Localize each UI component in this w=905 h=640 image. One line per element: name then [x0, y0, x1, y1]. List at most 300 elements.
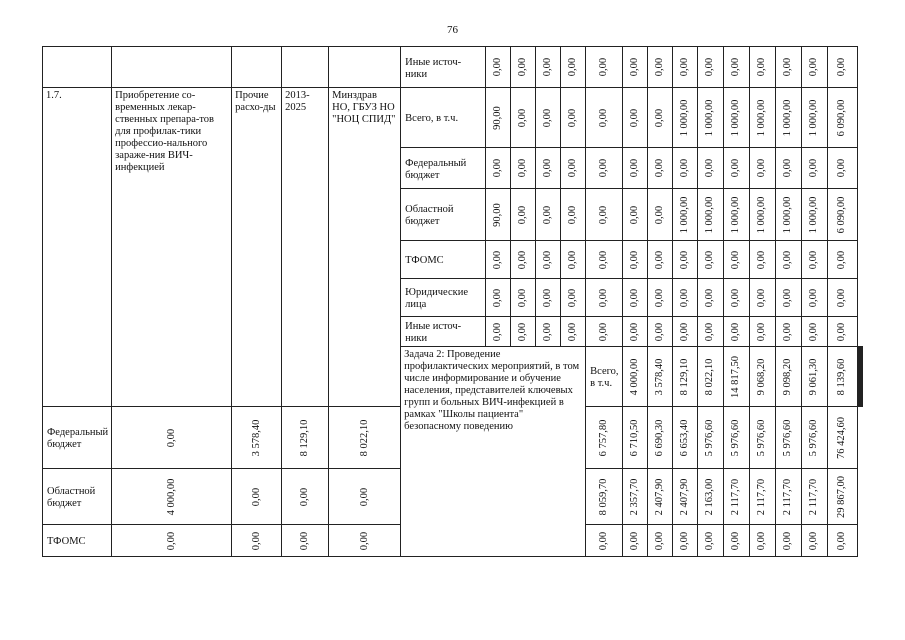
cell-value: 1 000,00 [808, 99, 820, 136]
cell-value: 90,00 [492, 202, 504, 227]
cell-value: 0,00 [808, 322, 820, 341]
value-cell [801, 347, 827, 407]
value-cell [112, 407, 232, 469]
value-cell [536, 241, 561, 279]
cell-value: 0,00 [628, 531, 640, 550]
cell-value: 0,00 [299, 487, 311, 506]
cell-value: 0,00 [678, 57, 690, 77]
cell-value: 0,00 [492, 57, 504, 77]
cell-value: 0,00 [704, 57, 716, 77]
cell-value: 0,00 [730, 531, 742, 550]
value-cell [749, 525, 775, 557]
cell-value: 8 129,10 [299, 419, 311, 456]
value-cell [723, 525, 749, 557]
value-cell [622, 47, 647, 88]
cell-value: 0,00 [567, 205, 579, 224]
cell-value: 0,00 [517, 158, 529, 178]
value-cell [561, 317, 586, 347]
cell-value: 0,00 [756, 531, 768, 550]
value-cell [827, 317, 857, 347]
empty-cell [43, 47, 112, 88]
value-cell [861, 347, 862, 407]
value-cell [536, 47, 561, 88]
cell-value: 2 117,70 [730, 478, 742, 515]
cell-value: 0,00 [756, 158, 768, 178]
value-cell [723, 189, 749, 241]
cell-value: 0,00 [628, 322, 640, 341]
cell-value: 0,00 [678, 531, 690, 550]
value-cell [827, 469, 857, 525]
period: 2013-2025 [282, 88, 329, 407]
cell-value: 0,00 [808, 288, 820, 307]
value-cell [586, 525, 622, 557]
value-cell [775, 407, 801, 469]
cell-value: 0,00 [517, 57, 529, 77]
value-cell [775, 317, 801, 347]
value-cell [511, 189, 536, 241]
funding-source: Юридические лица [401, 279, 486, 317]
cell-value: 0,00 [730, 322, 742, 341]
value-cell [486, 241, 511, 279]
value-cell [801, 317, 827, 347]
value-cell [697, 317, 723, 347]
cell-value: 8 139,60 [836, 358, 848, 395]
funding-source: Областной бюджет [401, 189, 486, 241]
cell-value: 0,00 [704, 158, 716, 178]
value-cell [486, 279, 511, 317]
cell-value: 0,00 [653, 531, 665, 550]
cell-value: 0,00 [597, 57, 609, 77]
cell-value: 4 000,00 [165, 478, 177, 515]
cell-value: 0,00 [730, 57, 742, 77]
page-number: 76 [447, 24, 458, 36]
value-cell [723, 407, 749, 469]
cell-value: 0,00 [678, 322, 690, 341]
funding-source: Федеральный бюджет [401, 148, 486, 189]
cell-value: 0,00 [628, 158, 640, 178]
value-cell [672, 317, 697, 347]
cell-value: 8 022,10 [358, 419, 370, 456]
value-cell [647, 469, 672, 525]
value-cell [672, 88, 697, 148]
cell-value: 0,00 [517, 288, 529, 307]
value-cell [827, 47, 857, 88]
value-cell [561, 189, 586, 241]
value-cell [827, 525, 857, 557]
cell-value: 0,00 [567, 322, 579, 341]
cell-value: 0,00 [808, 158, 820, 178]
value-cell [511, 88, 536, 148]
value-cell [749, 88, 775, 148]
cell-value: 6 653,40 [678, 419, 690, 456]
cell-value: 0,00 [628, 205, 640, 224]
cell-value: 0,00 [358, 531, 370, 550]
cell-value: 6 690,30 [653, 419, 665, 456]
cell-value: 0,00 [358, 487, 370, 506]
value-cell [827, 241, 857, 279]
value-cell [561, 279, 586, 317]
funding-source: Всего, в т.ч. [586, 347, 622, 407]
cell-value: 0,00 [653, 250, 665, 269]
cell-value: 0,00 [492, 322, 504, 341]
value-cell [536, 88, 561, 148]
cell-value: 3 578,40 [653, 358, 665, 395]
value-cell [801, 407, 827, 469]
cell-value: 1 000,00 [782, 196, 794, 233]
value-cell [511, 241, 536, 279]
cell-value: 0,00 [756, 322, 768, 341]
value-cell [697, 47, 723, 88]
cell-value: 0,00 [542, 205, 554, 224]
value-cell [672, 525, 697, 557]
cell-value: 0,00 [730, 288, 742, 307]
value-cell [622, 317, 647, 347]
value-cell [775, 189, 801, 241]
cell-value: 1 000,00 [704, 99, 716, 136]
cell-value: 14 817,50 [730, 355, 742, 398]
value-cell [749, 317, 775, 347]
value-cell [536, 317, 561, 347]
cell-value: 0,00 [808, 250, 820, 269]
value-cell [672, 469, 697, 525]
value-cell [511, 47, 536, 88]
cell-value: 0,00 [165, 531, 177, 550]
cell-value: 0,00 [517, 205, 529, 224]
cell-value: 0,00 [836, 531, 848, 550]
value-cell [672, 279, 697, 317]
cell-value: 29 867,00 [836, 475, 848, 518]
cell-value: 2 407,90 [678, 478, 690, 515]
cell-value: 0,00 [517, 250, 529, 269]
cell-value: 0,00 [782, 322, 794, 341]
empty-cell [112, 47, 232, 88]
value-cell [647, 88, 672, 148]
table-row [43, 88, 863, 148]
value-cell [622, 407, 647, 469]
value-cell [775, 241, 801, 279]
value-cell [586, 469, 622, 525]
value-cell [749, 47, 775, 88]
funding-source: Иные источ-ники [401, 317, 486, 347]
value-cell [486, 47, 511, 88]
cell-value: 3 578,40 [250, 419, 262, 456]
cell-value: 6 090,00 [836, 99, 848, 136]
cell-value: 1 000,00 [730, 196, 742, 233]
value-cell [586, 189, 622, 241]
value-cell [827, 347, 857, 407]
cell-value: 0,00 [597, 108, 609, 127]
cell-value: 0,00 [567, 108, 579, 127]
cell-value: 1 000,00 [678, 196, 690, 233]
cell-value: 1 000,00 [730, 99, 742, 136]
value-cell [647, 317, 672, 347]
cell-value: 5 976,60 [730, 419, 742, 456]
value-cell [282, 407, 329, 469]
value-cell [622, 347, 647, 407]
value-cell [622, 469, 647, 525]
value-cell [112, 469, 232, 525]
value-cell [801, 525, 827, 557]
value-cell [586, 407, 622, 469]
cell-value: 0,00 [704, 531, 716, 550]
value-cell [801, 241, 827, 279]
cell-value: 1 000,00 [782, 99, 794, 136]
item-name: Приобретение со-временных лекар-ственных препара-тов для профилак-тики профессио-нального зараже-ния ВИЧ-инфекцией [112, 88, 232, 407]
value-cell [647, 347, 672, 407]
value-cell [586, 241, 622, 279]
cell-value: 0,00 [653, 108, 665, 127]
cell-value: 0,00 [756, 57, 768, 77]
value-cell [536, 148, 561, 189]
value-cell [647, 279, 672, 317]
item-number: 1.7. [43, 88, 112, 407]
cell-value: 0,00 [628, 57, 640, 77]
value-cell [282, 525, 329, 557]
value-cell [232, 525, 282, 557]
value-cell [586, 47, 622, 88]
cell-value: 0,00 [836, 250, 848, 269]
cell-value: 0,00 [782, 57, 794, 77]
cell-value: 0,00 [836, 322, 848, 341]
cell-value: 1 000,00 [756, 99, 768, 136]
value-cell [586, 148, 622, 189]
cell-value: 0,00 [567, 57, 579, 77]
value-cell [723, 469, 749, 525]
value-cell [486, 317, 511, 347]
cell-value: 0,00 [542, 158, 554, 178]
value-cell [672, 347, 697, 407]
cell-value: 90,00 [492, 105, 504, 130]
value-cell [749, 148, 775, 189]
cell-value: 1 000,00 [678, 99, 690, 136]
cell-value: 0,00 [628, 250, 640, 269]
value-cell [723, 279, 749, 317]
value-cell [622, 241, 647, 279]
value-cell [672, 407, 697, 469]
cell-value: 9 068,20 [756, 358, 768, 395]
value-cell [647, 47, 672, 88]
cell-value: 8 059,70 [597, 478, 609, 515]
cell-value: 6 710,50 [628, 419, 640, 456]
funding-source: Областной бюджет [43, 469, 112, 525]
value-cell [647, 525, 672, 557]
cell-value: 6 090,00 [836, 196, 848, 233]
value-cell [536, 279, 561, 317]
cell-value: 0,00 [730, 158, 742, 178]
value-cell [672, 189, 697, 241]
value-cell [723, 88, 749, 148]
value-cell [801, 88, 827, 148]
value-cell [827, 88, 857, 148]
task-description: Задача 2: Проведение профилактических мероприятий, в том числе информирование и обучение населения, представителей ключевых групп и больных ВИЧ-инфекцией в рамках "Школы пациента" безопасному поведению [401, 347, 586, 557]
value-cell [672, 47, 697, 88]
value-cell [801, 148, 827, 189]
value-cell [697, 347, 723, 407]
value-cell [801, 47, 827, 88]
cell-value: 0,00 [653, 158, 665, 178]
cell-value: 2 117,70 [808, 478, 820, 515]
cell-value: 0,00 [299, 531, 311, 550]
value-cell [749, 279, 775, 317]
cell-value: 5 976,60 [782, 419, 794, 456]
cell-value: 0,00 [704, 322, 716, 341]
value-cell [801, 189, 827, 241]
value-cell [329, 525, 401, 557]
value-cell [749, 241, 775, 279]
cell-value: 1 000,00 [808, 196, 820, 233]
cell-value: 0,00 [597, 322, 609, 341]
value-cell [775, 148, 801, 189]
empty-cell [232, 47, 282, 88]
value-cell [775, 88, 801, 148]
value-cell [622, 189, 647, 241]
value-cell [775, 525, 801, 557]
cell-value: 0,00 [782, 531, 794, 550]
cell-value: 0,00 [597, 158, 609, 178]
funding-source: Федеральный бюджет [43, 407, 112, 469]
value-cell [775, 347, 801, 407]
cell-value: 0,00 [597, 531, 609, 550]
cell-value: 0,00 [836, 57, 848, 77]
value-cell [697, 189, 723, 241]
value-cell [486, 189, 511, 241]
value-cell [697, 241, 723, 279]
cell-value: 0,00 [597, 205, 609, 224]
cell-value [861, 353, 862, 400]
cell-value: 0,00 [492, 288, 504, 307]
cell-value: 0,00 [542, 322, 554, 341]
value-cell [586, 317, 622, 347]
value-cell [749, 469, 775, 525]
value-cell [672, 241, 697, 279]
value-cell [647, 407, 672, 469]
value-cell [801, 469, 827, 525]
cell-value: 5 976,60 [756, 419, 768, 456]
value-cell [622, 88, 647, 148]
value-cell [586, 88, 622, 148]
value-cell [622, 525, 647, 557]
value-cell [511, 279, 536, 317]
value-cell [697, 407, 723, 469]
value-cell [697, 148, 723, 189]
cell-value: 0,00 [653, 288, 665, 307]
value-cell [511, 317, 536, 347]
value-cell [775, 469, 801, 525]
cell-value: 0,00 [597, 250, 609, 269]
cell-value: 0,00 [542, 108, 554, 127]
value-cell [697, 88, 723, 148]
cell-value: 0,00 [678, 288, 690, 307]
value-cell [561, 148, 586, 189]
value-cell [697, 469, 723, 525]
value-cell [586, 279, 622, 317]
cell-value: 0,00 [567, 288, 579, 307]
table-row [43, 47, 863, 88]
expense-type: Прочие расхо-ды [232, 88, 282, 407]
value-cell [232, 469, 282, 525]
value-cell [112, 525, 232, 557]
value-cell [486, 148, 511, 189]
value-cell [827, 189, 857, 241]
value-cell [697, 525, 723, 557]
cell-value: 2 357,70 [628, 478, 640, 515]
cell-value: 5 976,60 [704, 419, 716, 456]
cell-value: 0,00 [542, 57, 554, 77]
cell-value: 0,00 [808, 57, 820, 77]
funding-source: Всего, в т.ч. [401, 88, 486, 148]
budget-table [42, 46, 863, 557]
value-cell [749, 407, 775, 469]
funding-source: Иные источ-ники [401, 47, 486, 88]
cell-value: 0,00 [628, 288, 640, 307]
value-cell [622, 279, 647, 317]
cell-value: 0,00 [730, 250, 742, 269]
cell-value: 0,00 [567, 250, 579, 269]
cell-value: 0,00 [808, 531, 820, 550]
cell-value: 8 129,10 [678, 358, 690, 395]
cell-value: 1 000,00 [704, 196, 716, 233]
value-cell [775, 279, 801, 317]
value-cell [801, 279, 827, 317]
value-cell [232, 407, 282, 469]
value-cell [723, 241, 749, 279]
cell-value: 0,00 [704, 250, 716, 269]
value-cell [723, 317, 749, 347]
value-cell [561, 88, 586, 148]
funding-source: ТФОМС [43, 525, 112, 557]
value-cell [749, 347, 775, 407]
cell-value: 9 098,20 [782, 358, 794, 395]
cell-value: 2 163,00 [704, 478, 716, 515]
value-cell [622, 148, 647, 189]
cell-value: 2 117,70 [782, 478, 794, 515]
cell-value: 0,00 [678, 158, 690, 178]
value-cell [282, 469, 329, 525]
value-cell [647, 241, 672, 279]
cell-value: 0,00 [542, 250, 554, 269]
value-cell [775, 47, 801, 88]
cell-value: 0,00 [782, 250, 794, 269]
cell-value: 5 976,60 [808, 419, 820, 456]
cell-value: 0,00 [653, 205, 665, 224]
cell-value: 2 407,90 [653, 478, 665, 515]
cell-value: 0,00 [492, 158, 504, 178]
cell-value: 1 000,00 [756, 196, 768, 233]
cell-value: 0,00 [653, 322, 665, 341]
cell-value: 4 000,00 [628, 358, 640, 395]
cell-value: 0,00 [628, 108, 640, 127]
cell-value: 0,00 [756, 250, 768, 269]
value-cell [827, 148, 857, 189]
cell-value: 9 061,30 [808, 358, 820, 395]
value-cell [672, 148, 697, 189]
value-cell [561, 47, 586, 88]
cell-value: 0,00 [756, 288, 768, 307]
value-cell [329, 407, 401, 469]
value-cell [647, 189, 672, 241]
cell-value: 0,00 [782, 288, 794, 307]
cell-value: 0,00 [492, 250, 504, 269]
value-cell [827, 279, 857, 317]
cell-value: 0,00 [165, 428, 177, 447]
cell-value: 0,00 [704, 288, 716, 307]
cell-value: 0,00 [250, 487, 262, 506]
value-cell [486, 88, 511, 148]
cell-value: 0,00 [517, 322, 529, 341]
cell-value: 2 117,70 [756, 478, 768, 515]
cell-value: 0,00 [542, 288, 554, 307]
empty-cell [282, 47, 329, 88]
